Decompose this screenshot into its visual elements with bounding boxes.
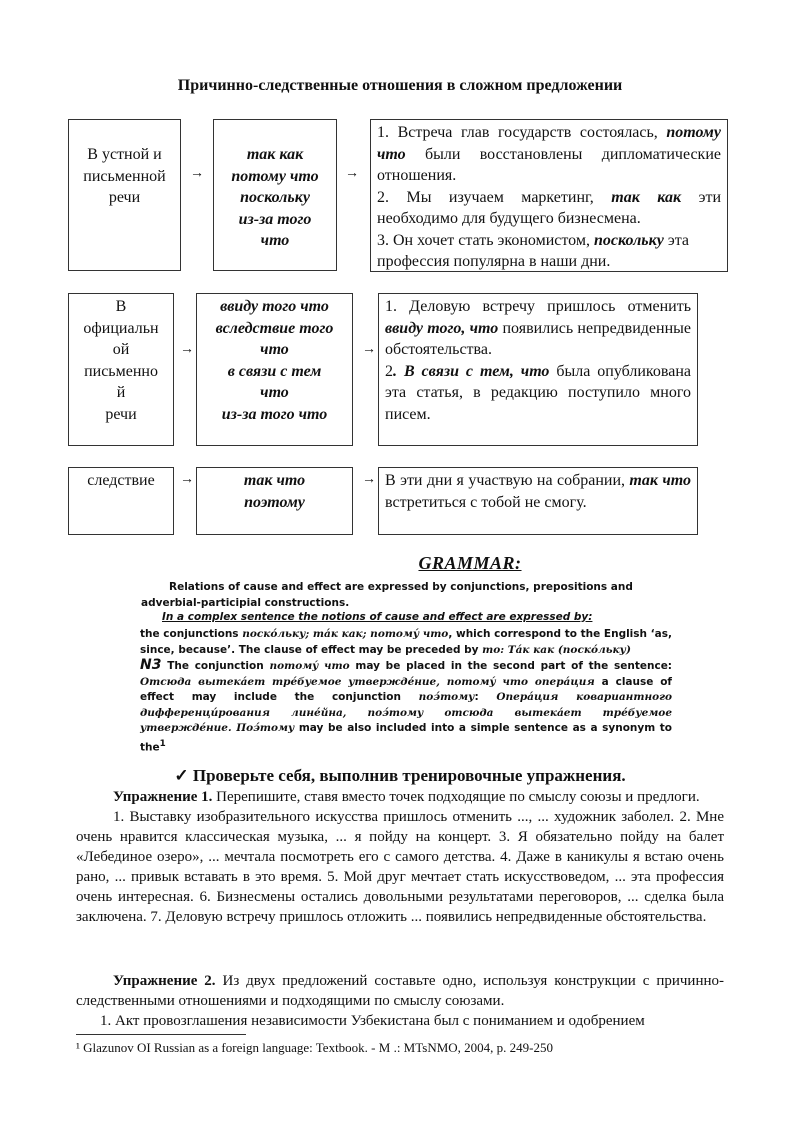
row1-examples-box xyxy=(370,119,728,272)
row3-label-line: следствие xyxy=(87,472,155,489)
exercise-2-item: 1. Акт провозглашения независимости Узбекистана был с пониманием и одобрением xyxy=(100,1013,645,1029)
row1-conj-box xyxy=(213,119,337,271)
row3-example: В эти дни я участвую на собрании, так что встретиться с тобой не смогу. xyxy=(385,472,691,511)
row2-label-box xyxy=(68,293,174,446)
row1-conj-line: потому что xyxy=(231,167,319,185)
row1-label-box xyxy=(68,119,181,271)
row1-example: 3. Он хочет стать экономистом, поскольку эта профессия популярна в наши дни. xyxy=(377,231,689,270)
row1-conj-line: так как xyxy=(246,146,304,163)
row1-arrow-1: → xyxy=(190,166,204,181)
row3-conj-line: поэтому xyxy=(244,493,305,511)
row2-conj-line: вследствие того xyxy=(215,319,334,337)
row2-conj-line: в связи с тем xyxy=(227,362,322,380)
exercise-1-task: Упражнение 1. Перепишите, ставя вместо точек подходящие по смыслу союзы и предлоги. xyxy=(113,789,700,805)
row2-conj-line: что xyxy=(260,384,289,401)
grammar-text: In a complex sentence the notions of cause and effect are expressed by: xyxy=(162,611,593,623)
exercise-2-task: Упражнение 2. Из двух предложений составьте одно, используя конструкции с причинно-следственными отношениями и подходящими по смыслу союзами. xyxy=(76,973,725,1009)
row1-label-line: речи xyxy=(108,189,141,206)
row2-arrow-2: → xyxy=(362,342,376,357)
row2-conj-line: ввиду того что xyxy=(220,298,329,315)
row2-arrow-1: → xyxy=(180,342,194,357)
row2-label-line: речи xyxy=(105,405,137,423)
row1-example: 2. Мы изучаем маркетинг, так как эти необходимо для будущего бизнесмена. xyxy=(377,188,722,227)
row2-examples-box xyxy=(378,293,698,446)
page-title: Причинно-следственные отношения в сложном предложении xyxy=(177,77,623,94)
row3-arrow-2: → xyxy=(362,472,376,487)
row3-examples-box xyxy=(378,467,698,535)
check-heading: ✓ Проверьте себя, выполнив тренировочные упражнения. xyxy=(174,766,626,785)
row2-conj-line: что xyxy=(260,341,289,358)
row1-label-line: В устной и xyxy=(87,146,162,163)
exercise-2 xyxy=(76,971,724,1031)
row1-conj-line: поскольку xyxy=(240,189,310,206)
grammar-line-2 xyxy=(162,610,592,626)
row2-label-line: В xyxy=(115,298,127,315)
row2-example: 1. Деловую встречу пришлось отменить ввиду того, что появились непредвиденные обстоятельства. xyxy=(385,298,691,358)
row2-example: 2. В связи с тем, что была опубликована эта статья, в редакцию поступило много писем. xyxy=(385,362,692,423)
row2-conj-line: из-за того что xyxy=(221,405,328,423)
row2-label-line: письменно xyxy=(84,362,158,380)
row1-example: 1. Встреча глав государств состоялась, потому что были восстановлены дипломатические отношения. xyxy=(377,124,721,184)
row2-conj-box xyxy=(196,293,353,446)
grammar-title: GRAMMAR: xyxy=(418,553,522,573)
row2-label-line: ой xyxy=(112,341,130,358)
row1-arrow-2: → xyxy=(345,166,359,181)
row2-label-line: официальн xyxy=(83,319,159,337)
row1-conj-line: что xyxy=(260,232,290,249)
row3-label-box xyxy=(68,467,174,535)
exercise-1 xyxy=(76,787,724,927)
grammar-line-1 xyxy=(141,580,673,611)
grammar-body: the conjunctions поскóльку; тáк как; потомý что, which correspond to the English ‘as, since, because’. The clause of effect may be preceded by то: Тáк как (поскóльку) N3 The conjunction потомý что may be placed in the second part of the sentence: Отсюда вытекáет трéбуемое утверждéние, потомý что оперáция a clause of effect may include the conjunction поэ́тому: Оперáция ковариантного дифференцúрования линéйна, поэ́тому отсюда вытекáет трéбуемое утверждéние. Поэ́тому may be also included into a simple sentence as a synonym to the$^1$ xyxy=(140,628,673,753)
row1-label-line: письменной xyxy=(83,167,166,185)
exercise-1-body: 1. Выставку изобразительного искусства пришлось отменить ..., ... художник заболел. 2. Мне очень нравится классическая музыка, ... я пойду на концерт. 3. Я обязательно пойду на балет «Лебединое озеро», ... мечтала посмотреть его с самого детства. 4. Даже в каникулы я встаю очень рано, ... привык вставать в это время. 5. Мой друг мечтает стать искусствоведом, ... эта профессия очень интересная. 6. Бизнесмены остались довольными результатами переговоров, ... сделка была заключена. 7. Деловую встречу пришлось отложить ... появились непредвиденные обстоятельства. xyxy=(76,809,724,925)
nb-mark: N3 xyxy=(140,657,162,673)
row3-conj-line: так что xyxy=(243,472,306,489)
row1-conj-line: из-за того xyxy=(238,210,312,228)
row3-conj-box xyxy=(196,467,353,535)
footnote: ¹ Glazunov OI Russian as a foreign language: Textbook. - M .: MTsNMO, 2004, p. 249-250 xyxy=(76,1040,553,1055)
row3-arrow-1: → xyxy=(180,472,194,487)
row2-label-line: й xyxy=(116,384,126,401)
footnote-divider xyxy=(76,1034,246,1035)
grammar-text: Relations of cause and effect are expressed by conjunctions, prepositions and adverbial-participial constructions. xyxy=(141,581,633,609)
